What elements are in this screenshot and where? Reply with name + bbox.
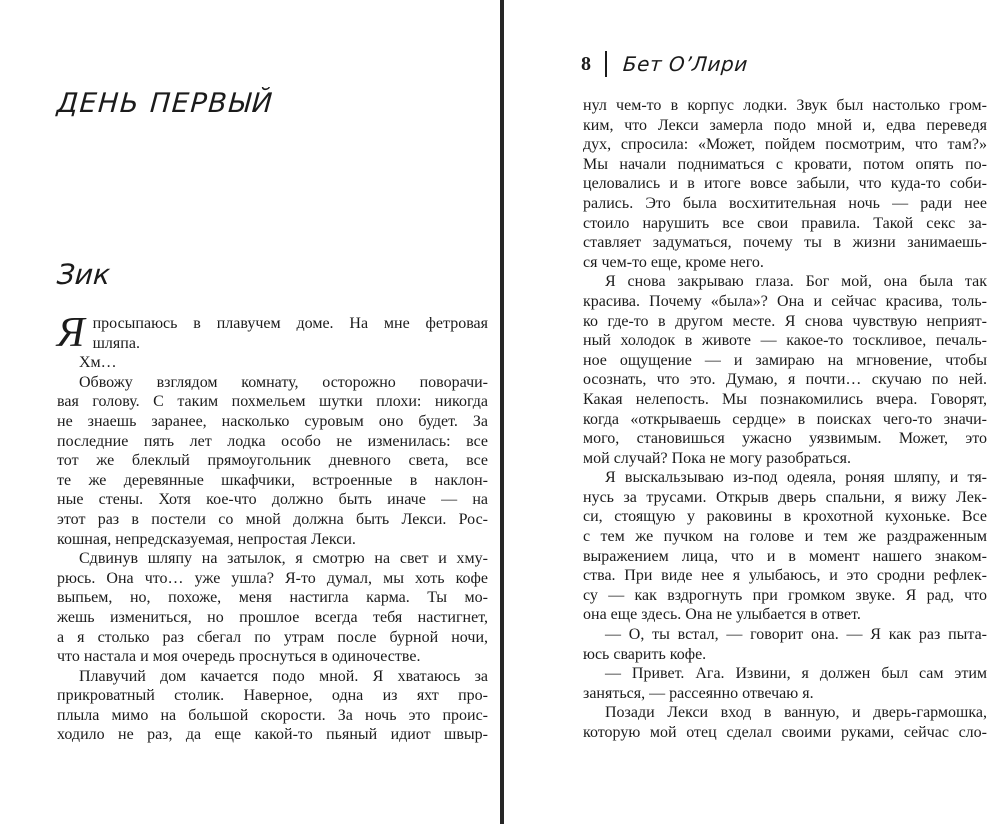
text-line: целовались и в итоге вовсе забыли, что куда-то соби- xyxy=(583,175,987,193)
text-line: не знаешь заранее, насколько суровым оно будет. За xyxy=(57,412,488,430)
paragraph xyxy=(57,310,488,356)
text-line: юсь сварить кофе. xyxy=(583,645,707,663)
text-line: нусь за трусами. Открыв дверь спальни, я вижу Лек- xyxy=(583,488,987,506)
text-line: выпьем, но, похоже, меня настигла карма. Ты мо- xyxy=(57,589,488,607)
text-line: мого, становишься ужасно уязвимым. Может, это xyxy=(583,430,987,448)
page-number: 8 xyxy=(581,53,591,75)
paragraph xyxy=(57,667,488,745)
left-page xyxy=(0,0,500,824)
text-line: Какая нелепость. Мы познакомились вчера. Говорят, xyxy=(583,390,987,408)
running-header xyxy=(581,50,748,78)
text-line: Плавучий дом качается подо мной. Я хватаюсь за xyxy=(79,667,488,685)
text-line: красива. Почему «была»? Она и сейчас красива, толь- xyxy=(583,292,987,310)
text-line: Хм… xyxy=(79,354,117,372)
text-line: стоило нарушить все свои правила. Такой секс за- xyxy=(583,214,987,232)
text-line: ходило не раз, да еще какой-то пьяный идиот швыр- xyxy=(57,726,488,744)
text-line: она еще здесь. Она не улыбается в ответ. xyxy=(583,606,861,624)
text-line: Позади Лекси вход в ванную, и дверь-гармошка, xyxy=(605,704,987,722)
chapter-title: ДЕНЬ ПЕРВЫЙ xyxy=(55,88,275,119)
right-page-text xyxy=(583,96,987,743)
paragraph xyxy=(583,625,987,664)
text-line: те же деревянные шкафчики, встроенные в наклон- xyxy=(57,471,488,489)
text-line: ким, что Лекси замерла подо мной и, едва переведя xyxy=(583,116,987,134)
text-line: с тем же пучком на голове и тем же раздраженным xyxy=(583,528,987,546)
text-line: рюсь. Она что… уже ушла? Я-то думал, мы хоть кофе xyxy=(57,569,488,587)
text-line: тот же блеклый прямоугольник дневного света, все xyxy=(57,452,488,470)
paragraph xyxy=(57,373,488,549)
text-line: ные стены. Хотя кое-что должно быть иначе — на xyxy=(57,491,488,509)
text-line: плыла мимо на большой скорости. За ночь это проис- xyxy=(57,706,488,724)
text-line: ся чем-то еще, кроме него. xyxy=(583,253,764,271)
right-page xyxy=(505,0,1005,824)
paragraph xyxy=(583,664,987,703)
text-line: кошная, непредсказуемая, непростая Лекси. xyxy=(57,530,356,548)
text-line: — Привет. Ага. Извини, я должен был сам этим xyxy=(605,665,987,683)
paragraph xyxy=(583,703,987,742)
text-line: — О, ты встал, — говорит она. — Я как раз пыта- xyxy=(605,626,987,644)
text-line: мой случай? Пока не могу разобраться. xyxy=(583,449,852,467)
text-line: просыпаюсь в плавучем доме. На мне фетровая xyxy=(92,315,488,332)
text-line: а я столько раз сбегал по утрам после бурной ночи, xyxy=(57,628,488,646)
text-line: Я снова закрываю глаза. Бог мой, она была так xyxy=(605,273,987,291)
paragraph xyxy=(583,272,987,468)
text-line: когда «открываешь сердце» в поисках чего-то значи- xyxy=(583,410,987,428)
paragraph xyxy=(57,549,488,667)
text-line: заняться, — рассеянно отвечаю я. xyxy=(583,684,814,702)
text-line: выражением лица, что и в момент нашего знаком- xyxy=(583,547,987,565)
text-line: жешь измениться, но прошлое всегда тебя настигнет, xyxy=(57,608,488,626)
text-line: ставляет задуматься, почему ты в жизни занимаешь- xyxy=(583,234,987,252)
text-line: Сдвинув шляпу на затылок, я смотрю на свет и хму- xyxy=(79,550,488,568)
text-line: Обвожу взглядом комнату, осторожно поворачи- xyxy=(79,373,488,391)
text-line: рались. Это была восхитительная ночь — ради нее xyxy=(583,194,987,212)
text-line: ный холодок в животе — какое-то тоскливое, печаль- xyxy=(583,332,987,350)
text-line: этот раз в постели со мной должна быть Лекси. Рос- xyxy=(57,510,488,528)
text-line: шляпа. xyxy=(92,334,140,352)
paragraph xyxy=(57,353,488,373)
text-line: которую мой отец сделал своими руками, сейчас сло- xyxy=(583,724,987,741)
text-line: дух, спросила: «Может, пойдем посмотрим, что там?» xyxy=(583,136,987,154)
text-line: ное ощущение — и замираю на мгновение, чтобы xyxy=(583,351,987,369)
text-line: что настала и моя очередь проснуться в одиночестве. xyxy=(57,648,421,666)
spine-divider xyxy=(500,0,504,824)
text-line: Мы начали подниматься с кровати, потом опять по- xyxy=(583,155,987,173)
text-line: ства. При виде нее я улыбаюсь, и это сродни рефлек- xyxy=(583,567,987,585)
text-line: су — как вздрогнуть при громком звуке. Я рад, что xyxy=(583,586,987,604)
text-line: последние пять лет лодка особо не изменилась: все xyxy=(57,432,488,450)
paragraph xyxy=(583,468,987,625)
drop-cap: Я xyxy=(57,310,85,356)
text-line: си, стоящую у раковины в крохотной кухоньке. Все xyxy=(583,508,987,526)
paragraph xyxy=(583,96,987,272)
text-line: вая голову. С таким похмельем шутки плохи: никогда xyxy=(57,393,488,411)
left-page-text xyxy=(57,310,488,745)
text-line: осознать, что это. Думаю, я почти… скучаю по ней. xyxy=(583,371,987,389)
section-title: Зик xyxy=(55,258,112,291)
text-line: Я выскальзываю из-под одеяла, роняя шляпу, и тя- xyxy=(605,469,987,487)
text-line: ко где-то в другом месте. Я снова чувствую неприят- xyxy=(583,312,987,330)
running-author: Бет О’Лири xyxy=(622,52,749,76)
text-line: нул чем-то в корпус лодки. Звук был настолько гром- xyxy=(583,97,987,114)
text-line: прикроватный столик. Наверное, одна из яхт про- xyxy=(57,687,488,705)
header-separator xyxy=(605,51,607,77)
